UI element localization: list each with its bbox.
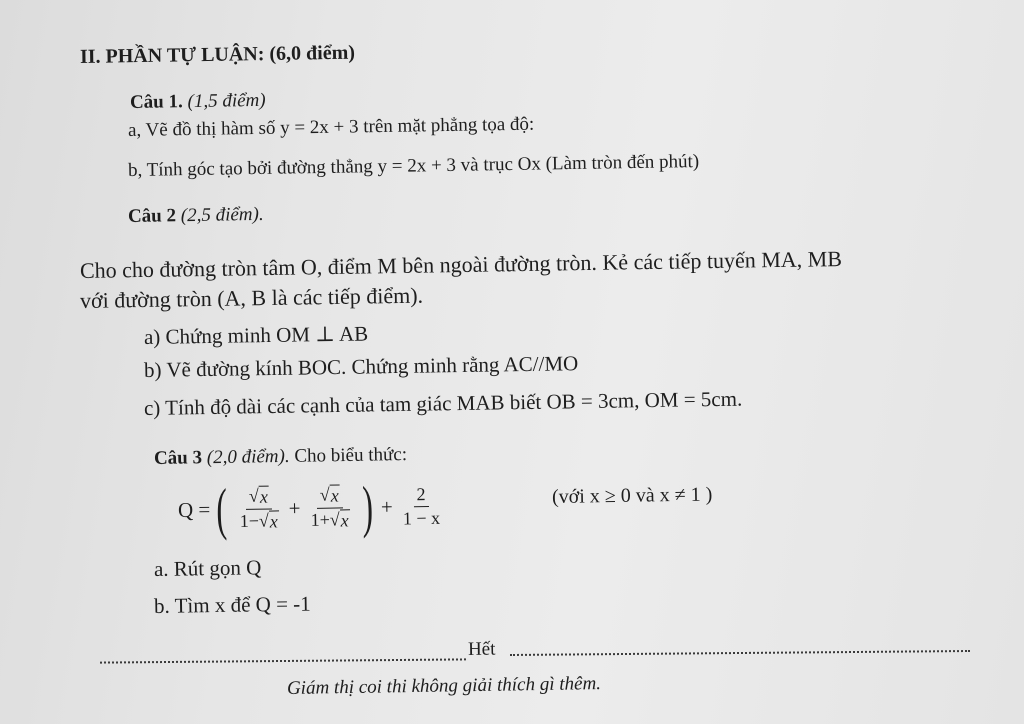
fraction-2-denominator: 1+ √ x [310, 508, 349, 530]
q2-points: (2,5 điểm). [180, 203, 264, 227]
plus-sign: + [288, 495, 301, 520]
q3-heading [154, 444, 407, 470]
q2-intro-line2: với đường tròn (A, B là các tiếp điểm). [79, 282, 424, 313]
formula-lhs: Q = [177, 496, 211, 522]
q2-part-b: b) Vẽ đường kính BOC. Chứng minh rằng AC//MO [143, 351, 579, 382]
footer-note: Giám thị coi thi không giải thích gì thêm. [286, 673, 602, 699]
q3-formula [177, 470, 446, 546]
q1-points: (1,5 điểm) [187, 89, 266, 113]
fraction-1-numerator: √ x [246, 485, 272, 509]
q2-part-c: c) Tính độ dài các cạnh của tam giác MAB biết OB = 3cm, OM = 5cm. [143, 386, 743, 420]
q2-part-a: a) Chứng minh OM ⊥ AB [143, 321, 369, 349]
q1-part-a: a, Vẽ đồ thị hàm số y = 2x + 3 trên mặt phẳng tọa độ: [127, 113, 535, 141]
q1-heading [130, 90, 266, 114]
fraction-3-denominator: 1 − x [402, 507, 441, 528]
q3-part-b: b. Tìm x để Q = -1 [153, 591, 311, 618]
end-text: Hết [467, 638, 496, 660]
q3-part-a: a. Rút gọn Q [153, 555, 262, 581]
formula-open-paren: ( [216, 476, 228, 542]
q1-label: Câu 1. [129, 91, 183, 113]
q2-label: Câu 2 [127, 205, 177, 227]
formula-close-paren: ) [361, 473, 373, 540]
section-title: II. PHẦN TỰ LUẬN: (6,0 điểm) [79, 41, 356, 68]
q2-heading [128, 204, 264, 228]
q3-points: (2,0 điểm). [206, 445, 290, 469]
q1-part-b: b, Tính góc tạo bởi đường thẳng y = 2x + 3 và trục Ox (Làm tròn đến phút) [127, 151, 700, 181]
fraction-3 [399, 483, 443, 529]
plus-sign-2: + [380, 494, 393, 519]
fraction-1 [236, 485, 282, 533]
q3-label: Câu 3 [153, 447, 203, 469]
fraction-1-denominator: 1− √ x [239, 510, 278, 532]
fraction-3-numerator: 2 [413, 484, 428, 507]
q2-intro-line1: Cho cho đường tròn tâm O, điểm M bên ngoài đường tròn. Kẻ các tiếp tuyến MA, MB [79, 246, 843, 283]
q3-intro: Cho biểu thức: [294, 444, 408, 467]
end-dotted-line-right [510, 650, 970, 656]
fraction-2-numerator: √ x [317, 484, 343, 508]
q3-condition: (với x ≥ 0 và x ≠ 1 ) [551, 483, 713, 508]
end-dotted-line-left [100, 658, 466, 663]
fraction-2 [307, 484, 353, 532]
